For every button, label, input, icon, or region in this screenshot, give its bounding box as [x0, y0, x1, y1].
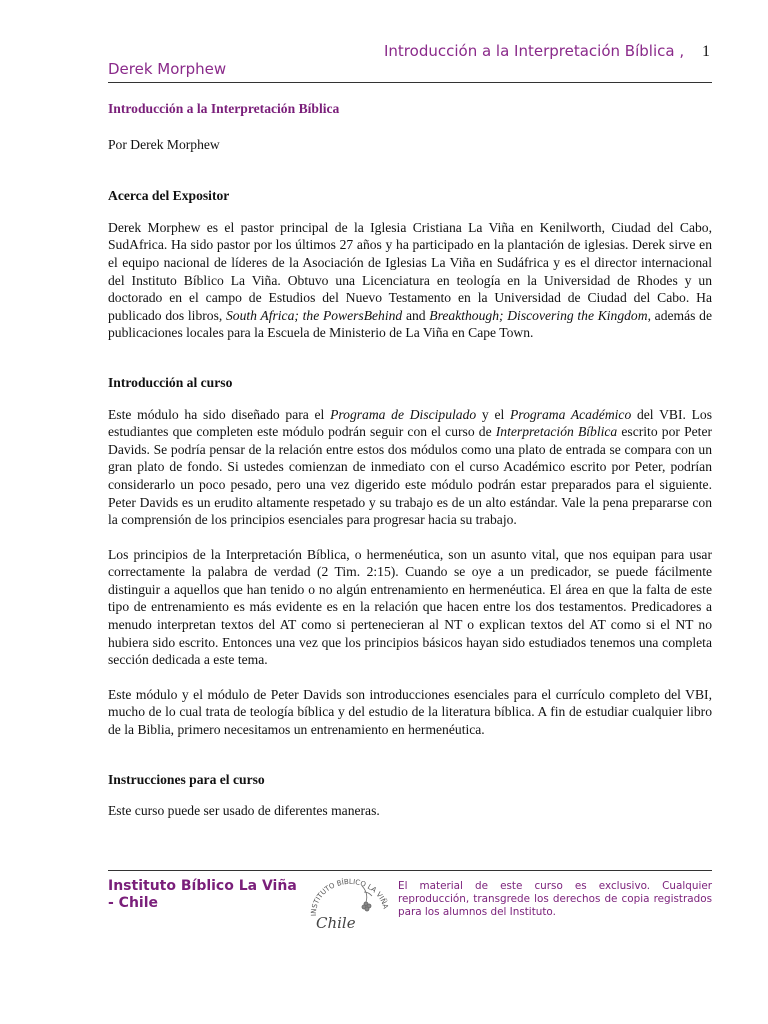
text-run: del VBI. Los estudiantes que completen este módulo podrán seguir con el curso de: [108, 406, 712, 440]
document-body: [108, 100, 712, 852]
institute-logo: [306, 872, 392, 934]
section-heading-instructions: Instrucciones para el curso: [108, 771, 265, 787]
program-name: Programa de Discipulado: [330, 406, 477, 422]
header-author: Derek Morphew: [108, 60, 227, 78]
text-run: y el: [476, 406, 510, 422]
book-title: Breakthough; Discovering the Kingdom: [429, 307, 648, 323]
document-title: Introducción a la Interpretación Bíblica: [108, 101, 340, 116]
section-heading-expositor: Acerca del Expositor: [108, 188, 230, 204]
header-title: Introducción a la Interpretación Bíblica ,: [384, 42, 685, 60]
paragraph-intro-1: [108, 406, 712, 529]
text-run: escrito por Peter Davids. Se podría pensar de la relación entre estos dos módulos como una plato de entrada se compara con un gran plato de fondo. Si ustedes comienzan de inmediato con el curso Académico escrito por Peter, podrían considerarlo un poco pesado, pero una vez digerido este módulo podrán estar preparados para el siguiente. Peter Davids es un erudito altamente respetado y su trabajo es de un alto estándar. Vale la pena prepararse con la comprensión de los principios esenciales para progresar hacia su trabajo.: [108, 424, 713, 528]
copyright-notice: El material de este curso es exclusivo. Cualquier reproducción, transgrede los derechos de copia registrados para los alumnos del Instituto.: [398, 880, 712, 918]
byline: Por Derek Morphew: [108, 136, 220, 152]
text-run: Este módulo ha sido diseñado para el: [108, 406, 331, 422]
paragraph-instructions: Este curso puede ser usado de diferentes maneras.: [108, 803, 380, 819]
paragraph-expositor: [108, 219, 712, 342]
footer-institute: Instituto Bíblico La Viña - Chile: [108, 878, 297, 911]
page-number: 1: [702, 43, 710, 60]
text-run: , además de publicaciones locales para la Escuela de Ministerio de La Viña en Cape Town.: [108, 307, 712, 341]
logo-text: Chile: [316, 914, 356, 932]
course-name: Interpretación Bíblica: [495, 424, 618, 440]
text-run: Derek Morphew es el pastor principal de la Iglesia Cristiana La Viña en Kenilworth, Ciudad del Cabo, SudAfrica. Ha sido pastor por los últimos 27 años y ha participado en la plantación de iglesias. Derek sirve en el equipo nacional de líderes de la Asociación de Iglesias La Viña en Sudáfrica y es el director internacional del Instituto Bíblico La Viña. Obtuvo una Licenciatura en teología en la Universidad de Rhodes y un doctorado en el campo de Estudios del Nuevo Testamento en la Universidad de Ciudad del Cabo. Ha publicado dos libros,: [108, 219, 712, 323]
section-heading-intro: Introducción al curso: [108, 374, 233, 390]
header-divider: [108, 82, 712, 83]
footer-divider: [108, 870, 712, 871]
logo-arc-text: [310, 877, 390, 916]
logo-arc-path: INSTITUTO BÍBLICO LA VIÑA: [309, 877, 390, 917]
program-name: Programa Académico: [509, 406, 632, 422]
paragraph-intro-3: Este módulo y el módulo de Peter Davids son introducciones esenciales para el currículo completo del VBI, mucho de lo cual trata de teología bíblica y del estudio de la literatura bíblica. A fin de estudiar cualquier libro de la Biblia, primero necesitamos un entrenamiento en hermenéutica.: [108, 686, 712, 738]
text-run: and: [402, 307, 430, 323]
paragraph-intro-2: Los principios de la Interpretación Bíblica, o hermenéutica, son un asunto vital, que nos equipan para usar correctamente la palabra de verdad (2 Tim. 2:15). Cuando se oye a un predicador, se puede fácilmente distinguir a aquellos que han tenido o no algún entrenamiento en hermenéutica. El área en que la falta de este tipo de entrenamiento es más evidente es en la relación que hacen entre los dos testamentos. Predicadores a menudo interpretan textos del AT como si pertenecieran al NT o explican textos del AT como si el NT no hubiera sido escrito. Entonces una vez que los principios básicos hayan sido estudiados tenemos una completa sección dedicada a este tema.: [108, 546, 712, 668]
book-title: South Africa; the PowersBehind: [225, 307, 403, 323]
